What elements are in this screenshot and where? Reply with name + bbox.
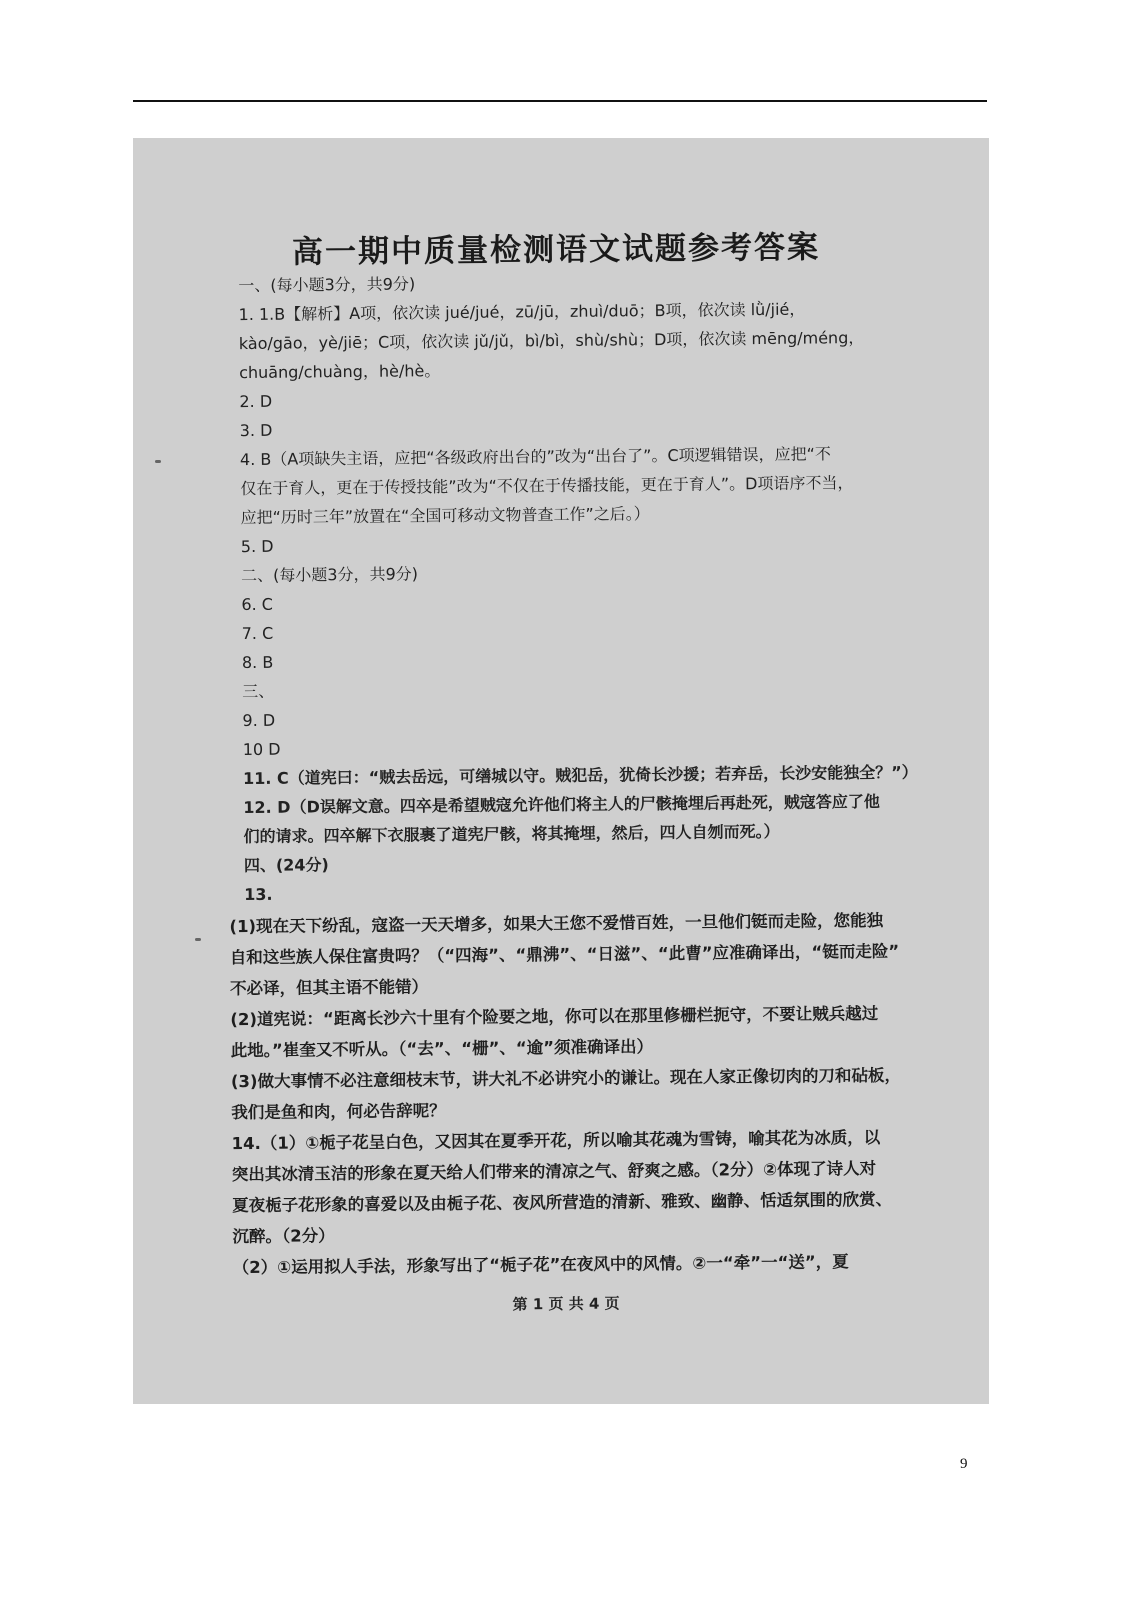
scanned-page bbox=[133, 138, 989, 1404]
text-line: 三、 bbox=[242, 681, 275, 702]
text-line: 3. D bbox=[239, 420, 273, 441]
answer-lines-bottom bbox=[229, 904, 989, 1283]
text-line: 12. D（D误解文意。四卒是希望贼寇允许他们将主人的尸骸掩埋后再赴死，贼寇答应了他 bbox=[243, 791, 880, 818]
text-line: 们的请求。四卒解下衣服裹了道宪尸骸，将其掩埋，然后，四人自刎而死。） bbox=[243, 821, 780, 847]
scan-page-footer: 第 1 页 共 4 页 bbox=[512, 1294, 620, 1314]
text-line: 仅在于育人，更在于传授技能”改为“不仅在于传播技能，更在于育人”。D项语序不当， bbox=[240, 473, 854, 499]
text-line: 一、(每小题3分，共9分) bbox=[238, 274, 416, 296]
text-line: 四、(24分) bbox=[243, 855, 329, 876]
text-line: 沉醉。（2分） bbox=[232, 1226, 335, 1247]
text-line: 2. D bbox=[239, 391, 273, 412]
text-line: 自和这些族人保住富贵吗？（“四海”、“鼎沸”、“日滋”、“此曹”应准确译出，“铤而走险” bbox=[229, 941, 900, 968]
text-line: 不必译，但其主语不能错） bbox=[229, 977, 429, 999]
text-line: (1)现在天下纷乱，寇盗一天天增多，如果大王您不爱惜百姓，一旦他们铤而走险，您能独 bbox=[229, 910, 884, 937]
text-line: 9. D bbox=[242, 710, 276, 731]
text-line: 夏夜栀子花形象的喜爱以及由栀子花、夜风所营造的清新、雅致、幽静、恬适氛围的欣赏、 bbox=[232, 1189, 893, 1216]
scanned-page-content bbox=[133, 138, 989, 1404]
text-line: 此地。”崔奎又不听从。（“去”、“栅”、“逾”须准确译出） bbox=[230, 1037, 654, 1061]
text-line: (2)道宪说：“距离长沙六十里有个险要之地，你可以在那里修栅栏扼守，不要让贼兵越过 bbox=[230, 1003, 879, 1030]
text-line: 6. C bbox=[241, 594, 274, 615]
text-line: 10 D bbox=[242, 739, 281, 760]
text-line: 7. C bbox=[241, 623, 274, 644]
answer-lines-top bbox=[238, 264, 984, 909]
text-line: 11. C（道宪曰：“贼去岳远，可缮城以守。贼犯岳，犹倚长沙援；若弃岳，长沙安能独全？”） bbox=[242, 762, 918, 789]
text-line: 14.（1）①栀子花呈白色，又因其在夏季开花，所以喻其花魂为雪铸，喻其花为冰质，以 bbox=[231, 1127, 881, 1154]
text-line: 4. B（A项缺失主语，应把“各级政府出台的”改为“出台了”。C项逻辑错误，应把“不 bbox=[239, 444, 831, 470]
scan-smudge bbox=[195, 938, 201, 941]
text-line: chuāng/chuàng，hè/hè。 bbox=[239, 361, 441, 383]
text-line: 应把“历时三年”放置在“全国可移动文物普查工作”之后。） bbox=[240, 504, 650, 528]
scan-smudge bbox=[155, 460, 161, 463]
text-line: 8. B bbox=[241, 652, 274, 673]
text-line: （2）①运用拟人手法，形象写出了“栀子花”在夜风中的风情。②一“牵”一“送”，夏 bbox=[232, 1252, 849, 1278]
text-line: 1. 1.B【解析】A项，依次读 jué/jué，zū/jū，zhuì/duō；B项，依次读 lǜ/jié， bbox=[238, 299, 806, 325]
text-line: 突出其冰清玉洁的形象在夏天给人们带来的清凉之气、舒爽之感。（2分）②体现了诗人对 bbox=[231, 1158, 877, 1185]
text-line: (3)做大事情不必注意细枝末节，讲大礼不必讲究小的谦让。现在人家正像切肉的刀和砧板， bbox=[230, 1065, 902, 1092]
header-rule bbox=[133, 100, 987, 102]
page-number: 9 bbox=[960, 1456, 968, 1472]
text-line: 二、(每小题3分，共9分) bbox=[241, 564, 419, 586]
text-line: 我们是鱼和肉，何必告辞呢？ bbox=[231, 1101, 446, 1123]
document-title: 高一期中质量检测语文试题参考答案 bbox=[291, 229, 821, 271]
text-line: 13. bbox=[244, 884, 273, 905]
text-line: 5. D bbox=[240, 536, 274, 557]
text-line: kào/gāo，yè/jiē；C项，依次读 jǔ/jǔ，bì/bì，shù/shù；D项，依次读 mēng/méng， bbox=[238, 328, 865, 354]
